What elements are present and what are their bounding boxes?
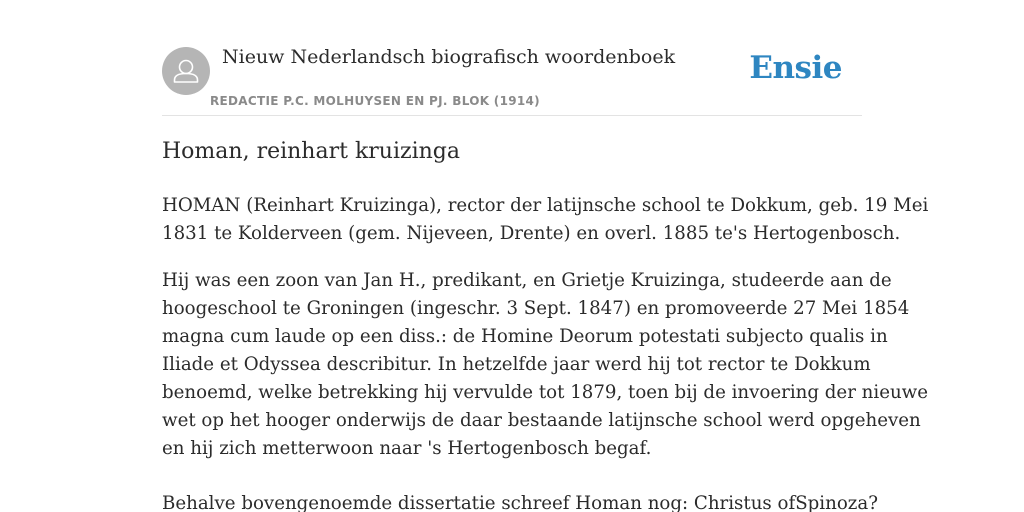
paragraph-line: 1831 te Kolderveen (gem. Nijeveen, Drente) en overl. 1885 te's Hertogenbosch. — [162, 223, 901, 244]
user-silhouette-icon — [162, 47, 210, 95]
paragraph-line: HOMAN (Reinhart Kruizinga), rector der latijnsche school te Dokkum, geb. 19 Mei — [162, 195, 929, 216]
paragraph-line: Iliade et Odyssea describitur. In hetzelfde jaar werd hij tot rector te Dokkum — [162, 354, 871, 375]
brand-logo[interactable]: Ensie — [749, 50, 842, 86]
paragraph-line: magna cum laude op een diss.: de Homine Deorum potestati subjecto qualis in — [162, 326, 888, 347]
paragraph-line: wet op het hooger onderwijs de daar bestaande latijnsche school werd opgeheven — [162, 410, 921, 431]
paragraph-line: Hij was een zoon van Jan H., predikant, en Grietje Kruizinga, studeerde aan de — [162, 270, 892, 291]
source-header — [162, 40, 862, 116]
entry-paragraph — [162, 192, 929, 248]
paragraph-line: Behalve bovengenoemde dissertatie schreef Homan nog: Christus ofSpinoza? — [162, 493, 878, 512]
avatar[interactable] — [162, 47, 210, 95]
paragraph-line: hoogeschool te Groningen (ingeschr. 3 Sept. 1847) en promoveerde 27 Mei 1854 — [162, 298, 910, 319]
entry-title: Homan, reinhart kruizinga — [162, 139, 460, 164]
editors-subtitle: REDACTIE P.C. MOLHUYSEN EN PJ. BLOK (1914) — [210, 94, 540, 108]
entry-paragraph — [162, 490, 878, 512]
paragraph-line: benoemd, welke betrekking hij vervulde tot 1879, toen bij de invoering der nieuwe — [162, 382, 929, 403]
paragraph-line: en hij zich metterwoon naar 's Hertogenbosch begaf. — [162, 438, 652, 459]
book-title-link[interactable]: Nieuw Nederlandsch biografisch woordenboek — [222, 46, 676, 68]
entry-paragraph — [162, 267, 929, 463]
